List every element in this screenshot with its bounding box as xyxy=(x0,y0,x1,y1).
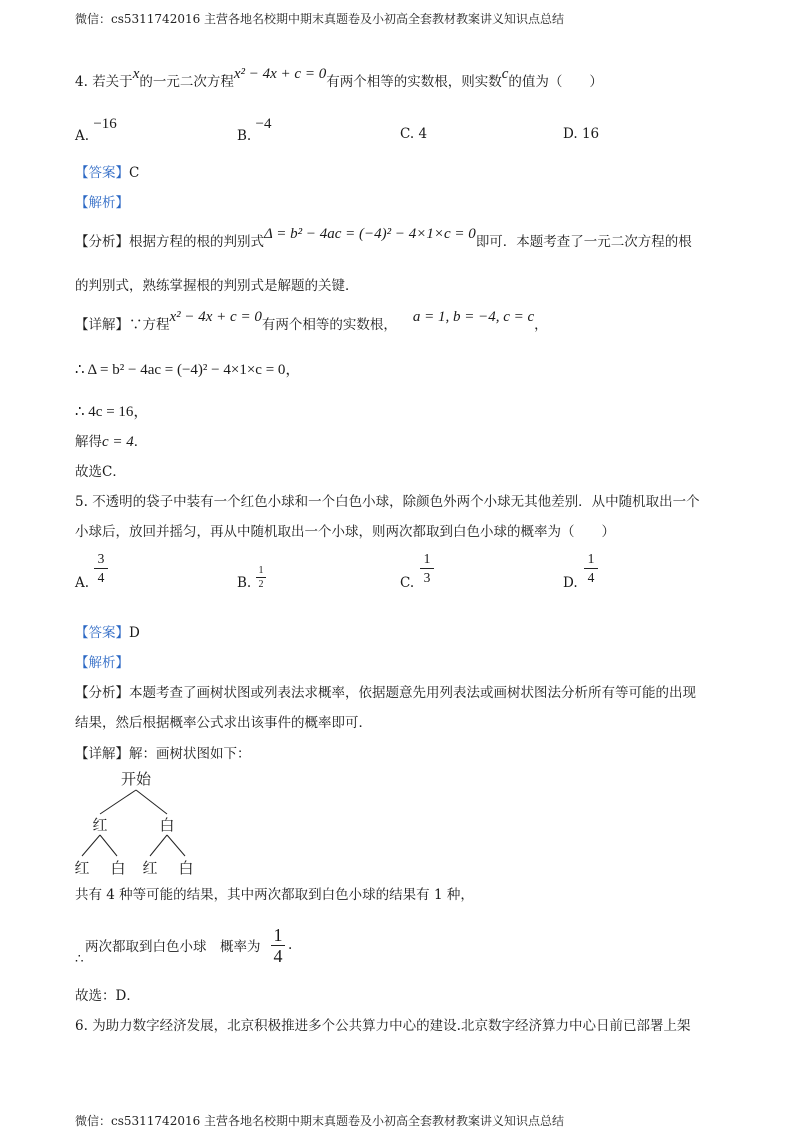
q5-result-period: . xyxy=(288,937,293,953)
tree-node-white: 白 xyxy=(159,816,175,834)
page-footer: 微信：cs5311742016 主营各地名校期中期末真题卷及小初高全套教材教案讲义知识点总结 xyxy=(75,1114,565,1128)
tree-branch xyxy=(100,790,136,814)
q4-equation: x² − 4x + c = 0 xyxy=(233,66,327,82)
q5-option-b-label: B. xyxy=(237,575,252,591)
var-x: x xyxy=(132,66,140,82)
tree-branch xyxy=(150,835,167,856)
q4-fenxi-line-2: 的判别式，熟练掌握根的判别式是解题的关键． xyxy=(75,278,359,294)
therefore-symbol: ∴ xyxy=(75,951,84,967)
q6-stem-line-1: 6. 为助力数字经济发展，北京积极推进多个公共算力中心的建设.北京数字经济算力中心日前已部署上架 xyxy=(75,1018,691,1034)
q4-step-3: 解得c = 4． xyxy=(75,434,148,450)
tree-leaf-red: 红 xyxy=(142,859,158,877)
q4-conclusion: 故选C． xyxy=(75,464,126,480)
tree-branch xyxy=(100,835,117,856)
tree-branch xyxy=(167,835,185,856)
q5-fenxi-line-1: 【分析】本题考查了画树状图或列表法求概率，依据题意先用列表法或画树状图法分析所有等可能的出现 xyxy=(75,685,696,701)
q5-option-a-label: A. xyxy=(75,575,90,591)
q5-stem-line-2: 小球后，放回并摇匀，再从中随机取出一个小球，则两次都取到白色小球的概率为（ ） xyxy=(75,524,615,540)
q4-answer: 【答案】C xyxy=(75,165,140,181)
q4-option-c: C. 4 xyxy=(400,126,428,142)
q5-option-c-fraction: 1 3 xyxy=(420,551,434,586)
q5-option-b-fraction: 1 2 xyxy=(256,565,266,590)
q5-answer: 【答案】D xyxy=(75,625,140,641)
q4-step-1: ∴ Δ = b² − 4ac = (−4)² − 4×1×c = 0， xyxy=(75,362,301,378)
q4-analysis-heading: 【解析】 xyxy=(75,195,129,211)
discriminant-formula: Δ = b² − 4ac = (−4)² − 4×1×c = 0 xyxy=(264,226,476,242)
q5-result-line-1: 共有 4 种等可能的结果，其中两次都取到白色小球的结果有 1 种， xyxy=(75,887,474,903)
q5-detail-line-1: 【详解】解：画树状图如下： xyxy=(75,746,251,762)
q5-result-line-2: 两次都取到白色小球 概率为 xyxy=(85,939,261,955)
page-header: 微信：cs5311742016 主营各地名校期中期末真题卷及小初高全套教材教案讲义知识点总结 xyxy=(75,12,565,26)
q4-step-2: ∴ 4c = 16， xyxy=(75,404,149,420)
q4-option-d: D. 16 xyxy=(563,126,600,142)
tree-branch xyxy=(136,790,167,814)
q5-option-d-fraction: 1 4 xyxy=(584,551,598,586)
probability-tree-diagram xyxy=(70,770,200,880)
q5-fenxi-line-2: 结果，然后根据概率公式求出该事件的概率即可． xyxy=(75,715,372,731)
q5-option-a-fraction: 3 4 xyxy=(94,551,108,586)
q5-analysis-heading: 【解析】 xyxy=(75,655,129,671)
q4-option-b: B. −4 xyxy=(237,116,272,144)
q5-result-fraction: 1 4 xyxy=(271,926,285,965)
q4-detail-line-1: 【详解】∵方程x² − 4x + c = 0有两个相等的实数根， a = 1, b = −4, c = c， xyxy=(75,309,548,333)
q5-stem-line-1: 5. 不透明的袋子中装有一个红色小球和一个白色小球，除颜色外两个小球无其他差别．从中随机取出一个 xyxy=(75,494,700,510)
q5-conclusion: 故选：D． xyxy=(75,988,140,1004)
tree-leaf-white: 白 xyxy=(110,859,126,877)
q4-number: 4. xyxy=(75,74,88,90)
q4-fenxi-line-1: 【分析】根据方程的根的判别式Δ = b² − 4ac = (−4)² − 4×1×c = 0即可．本题考查了一元二次方程的根 xyxy=(75,226,692,250)
q4-stem: 4. 若关于x的一元二次方程x² − 4x + c = 0有两个相等的实数根，则实数c的值为（ ） xyxy=(75,66,603,90)
q5-option-c-label: C. xyxy=(400,575,415,591)
tree-leaf-white: 白 xyxy=(178,859,194,877)
var-c: c xyxy=(501,66,509,82)
tree-leaf-red: 红 xyxy=(74,859,90,877)
tree-root: 开始 xyxy=(120,770,152,788)
q5-option-d-label: D. xyxy=(563,575,578,591)
tree-node-red: 红 xyxy=(92,816,108,834)
tree-branch xyxy=(82,835,100,856)
coefficients: a = 1, b = −4, c = c xyxy=(412,309,535,325)
q4-option-a: A. −16 xyxy=(75,116,117,144)
